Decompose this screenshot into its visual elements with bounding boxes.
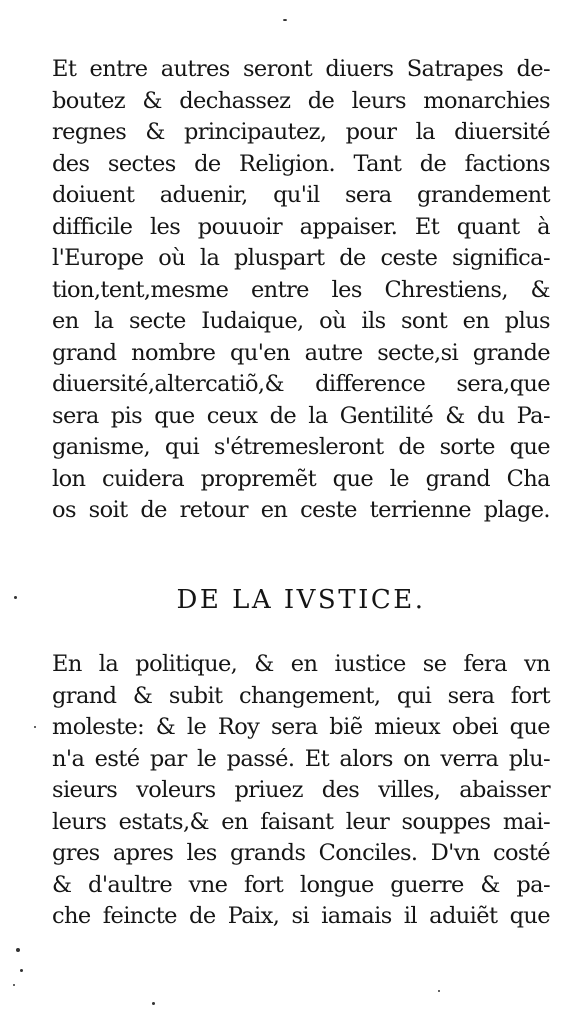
section-heading: DE LA IVSTICE. xyxy=(176,585,426,615)
ink-speck xyxy=(13,984,15,986)
text-line: l'Europe où la pluspart de ceste significa- xyxy=(52,245,550,271)
text-line: des sectes de Religion. Tant de factions xyxy=(52,150,550,177)
text-line: sieurs voleurs priuez des villes, abaisser xyxy=(52,777,550,803)
text-line: gres apres les grands Conciles. D'vn costé xyxy=(52,840,550,866)
ink-speck xyxy=(20,969,23,972)
text-line: boutez & dechassez de leurs monarchies xyxy=(52,87,550,114)
text-line: moleste: & le Roy sera biẽ mieux obei que xyxy=(52,714,550,740)
ink-speck xyxy=(16,948,20,952)
ink-speck xyxy=(152,1002,155,1005)
text-line: en la secte Iudaique, où ils sont en plus xyxy=(52,308,550,334)
text-line: lon cuidera propremẽt que le grand Cha xyxy=(52,465,550,492)
text-line: & d'aultre vne fort longue guerre & pa- xyxy=(52,871,550,898)
text-line: En la politique, & en iustice se fera vn xyxy=(52,651,550,677)
text-line: tion,tent,mesme entre les Chrestiens, & xyxy=(52,276,550,303)
ink-speck xyxy=(283,19,287,21)
text-line: difficile les pouuoir appaiser. Et quant à xyxy=(52,213,550,240)
text-line: n'a esté par le passé. Et alors on verra plu- xyxy=(52,745,550,772)
text-line: leurs estats,& en faisant leur souppes mai- xyxy=(52,808,550,835)
ink-speck xyxy=(14,596,17,599)
text-line: grand & subit changement, qui sera fort xyxy=(52,682,550,709)
text-line: sera pis que ceux de la Gentilité & du Pa- xyxy=(52,402,550,429)
paragraph-justice xyxy=(52,649,550,933)
text-line: doiuent aduenir, qu'il sera grandement xyxy=(52,182,550,208)
paragraph-prophecy xyxy=(52,54,550,527)
text-line: grand nombre qu'en autre secte,si grande xyxy=(52,339,550,366)
text-line: ganisme, qui s'étremesleront de sorte que xyxy=(52,434,550,460)
text-line: os soit de retour en ceste terrienne plage. xyxy=(52,497,550,523)
text-line: che feincte de Paix, si iamais il aduiẽt que xyxy=(52,903,550,929)
text-line: Et entre autres seront diuers Satrapes de- xyxy=(52,56,550,82)
text-line: diuersité,altercatiõ,& difference sera,que xyxy=(52,371,550,397)
ink-speck xyxy=(34,726,36,728)
text-line: regnes & principautez, pour la diuersité xyxy=(52,119,550,145)
ink-speck xyxy=(438,990,440,992)
